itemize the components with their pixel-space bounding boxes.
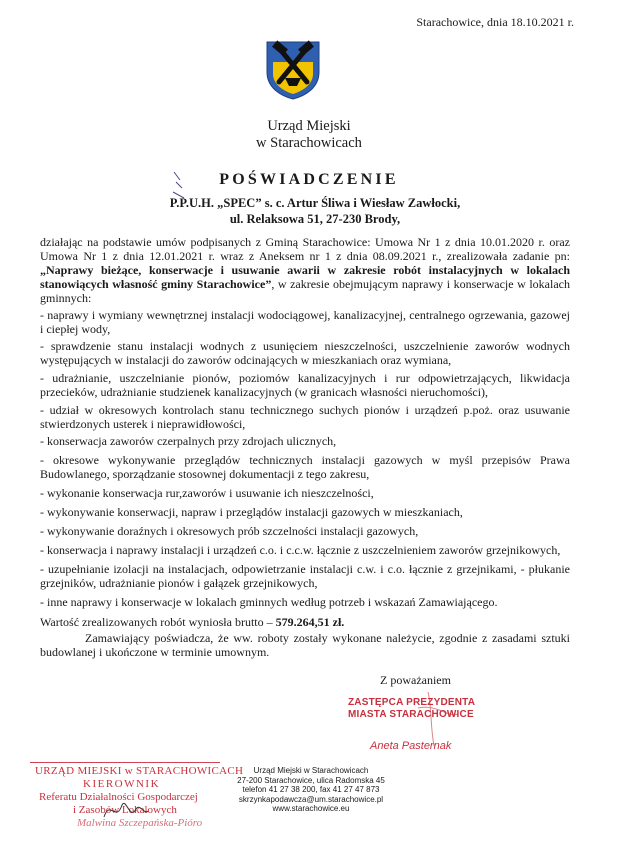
footer-line: telefon 41 27 38 200, fax 41 27 47 873	[242, 785, 380, 794]
signatory-title-line1: ZASTĘPCA PREZYDENTA	[348, 697, 476, 708]
list-item: - sprawdzenie stanu instalacji wodnych z usunięciem nieszczelności, uszczelnienie zaworów wodnych występujących w instalacji do zaworów odcinających w mieszkaniach oraz wymiana,	[40, 339, 570, 367]
footer-contact	[226, 766, 396, 814]
signatory-title-line2: MIASTA STARACHOWICE	[348, 709, 474, 720]
intro-text: działając na podstawie umów podpisanych z Gminą Starachowice: Umowa Nr 1 z dnia 10.01.2020 r. oraz Umowa Nr 1 z dnia 12.01.2021 r. wraz z Aneksem nr 1 z dnia 08.09.2021 r., zrealizowała zadanie pn:	[40, 235, 570, 263]
signatory-name: Aneta Pasternak	[370, 740, 452, 752]
footer-line: 27-200 Starachowice, ulica Radomska 45	[237, 775, 385, 785]
footer-line: skrzynkapodawcza@um.starachowice.pl	[238, 794, 384, 804]
recipient-name: P.P.U.H. „SPEC” s. c. Artur Śliwa i Wiesław Zawłocki,	[169, 196, 461, 210]
signatory-stamp	[348, 697, 475, 721]
list-item: - wykonanie konserwacja rur,zaworów i usuwanie ich nieszczelności,	[40, 486, 374, 500]
list-item: - konserwacja zaworów czerpalnych przy zdrojach ulicznych,	[40, 434, 337, 448]
list-item: - okresowe wykonywanie przeglądów technicznych instalacji gazowych w myśl przepisów Prawa Budowlanego, sporządzanie stosownej dokumentacji z tego zakresu,	[40, 453, 570, 481]
list-item: - konserwacja i naprawy instalacji i urządzeń c.o. i c.c.w. łącznie z uszczelnieniem zaworów grzejnikowych,	[40, 543, 561, 557]
list-item: - wykonywanie konserwacji, napraw i przeglądów instalacji gazowych w mieszkaniach,	[40, 505, 463, 519]
total-amount: 579.264,51 zł.	[275, 615, 345, 629]
stamp-line: URZĄD MIEJSKI w STARACHOWICACH	[35, 765, 244, 777]
list-item: - udział w okresowych kontrolach stanu technicznego suchych pionów i urządzeń p.poż. oraz usuwanie stwierdzonych usterek i nieprawidłowości,	[40, 403, 570, 431]
stamp-line: i Zasobów Lokalowych	[73, 804, 177, 816]
footer-line: Urząd Miejski w Starachowicach	[253, 766, 369, 775]
list-item: - udrażnianie, uszczelnianie pionów, poziomów kanalizacyjnych i rur odpowietrzających, likwidacja przecieków, udrażnianie studzienek kanalizacyjnych (w granicach własności nieruchomości),	[40, 371, 570, 399]
list-item: - inne naprawy i konserwacje w lokalach gminnych według potrzeb i wskazań Zamawiającego.	[40, 595, 498, 609]
stamp-line: Referatu Działalności Gospodarczej	[39, 791, 198, 803]
city-coat-of-arms	[263, 38, 323, 100]
list-item: - naprawy i wymiany wewnętrznej instalacji wodociągowej, kanalizacyjnej, centralnego ogrzewania, gazowej i ciepłej wody,	[40, 308, 570, 336]
total-value	[40, 615, 344, 630]
closing-regards: Z poważaniem	[380, 673, 451, 687]
confirmation-paragraph: Zamawiający poświadcza, że ww. roboty zostały wykonane należycie, zgodnie z zasadami sztuki budowlanej i ukończone w terminie umownym.	[40, 631, 570, 659]
list-item: - wykonywanie doraźnych i okresowych prób szczelności instalacji gazowych,	[40, 524, 419, 538]
office-location: w Starachowicach	[256, 135, 362, 151]
total-label: Wartość zrealizowanych robót wyniosła brutto –	[40, 615, 276, 629]
stamp-line: KIEROWNIK	[83, 778, 161, 790]
footer-line: www.starachowice.eu	[272, 804, 350, 813]
intro-paragraph	[40, 235, 570, 305]
intro-scope: , w zakresie obejmującym naprawy i konserwacje w lokalach gminnych:	[40, 277, 570, 305]
task-name: „Naprawy bieżące, konserwacje i usuwanie awarii w zakresie robót instalacyjnych w lokalach stanowiących własność gminy Starachowice”	[40, 263, 570, 291]
stamp-signature	[100, 795, 150, 825]
document-title: POŚWIADCZENIE	[219, 171, 399, 188]
document-date: Starachowice, dnia 18.10.2021 r.	[416, 15, 574, 29]
stamp-divider	[30, 762, 220, 763]
recipient-address: ul. Relaksowa 51, 27-230 Brody,	[229, 212, 401, 226]
office-name: Urząd Miejski	[267, 118, 351, 134]
stamp-line: Malwina Szczepańska-Pióro	[77, 817, 203, 829]
list-item: - uzupełnianie izolacji na instalacjach, odpowietrzanie instalacji c.w. i c.o. łącznie z grzejnikami, - płukanie grzejników, udrażnianie pionów i gałązek grzejnikowych,	[40, 562, 570, 590]
